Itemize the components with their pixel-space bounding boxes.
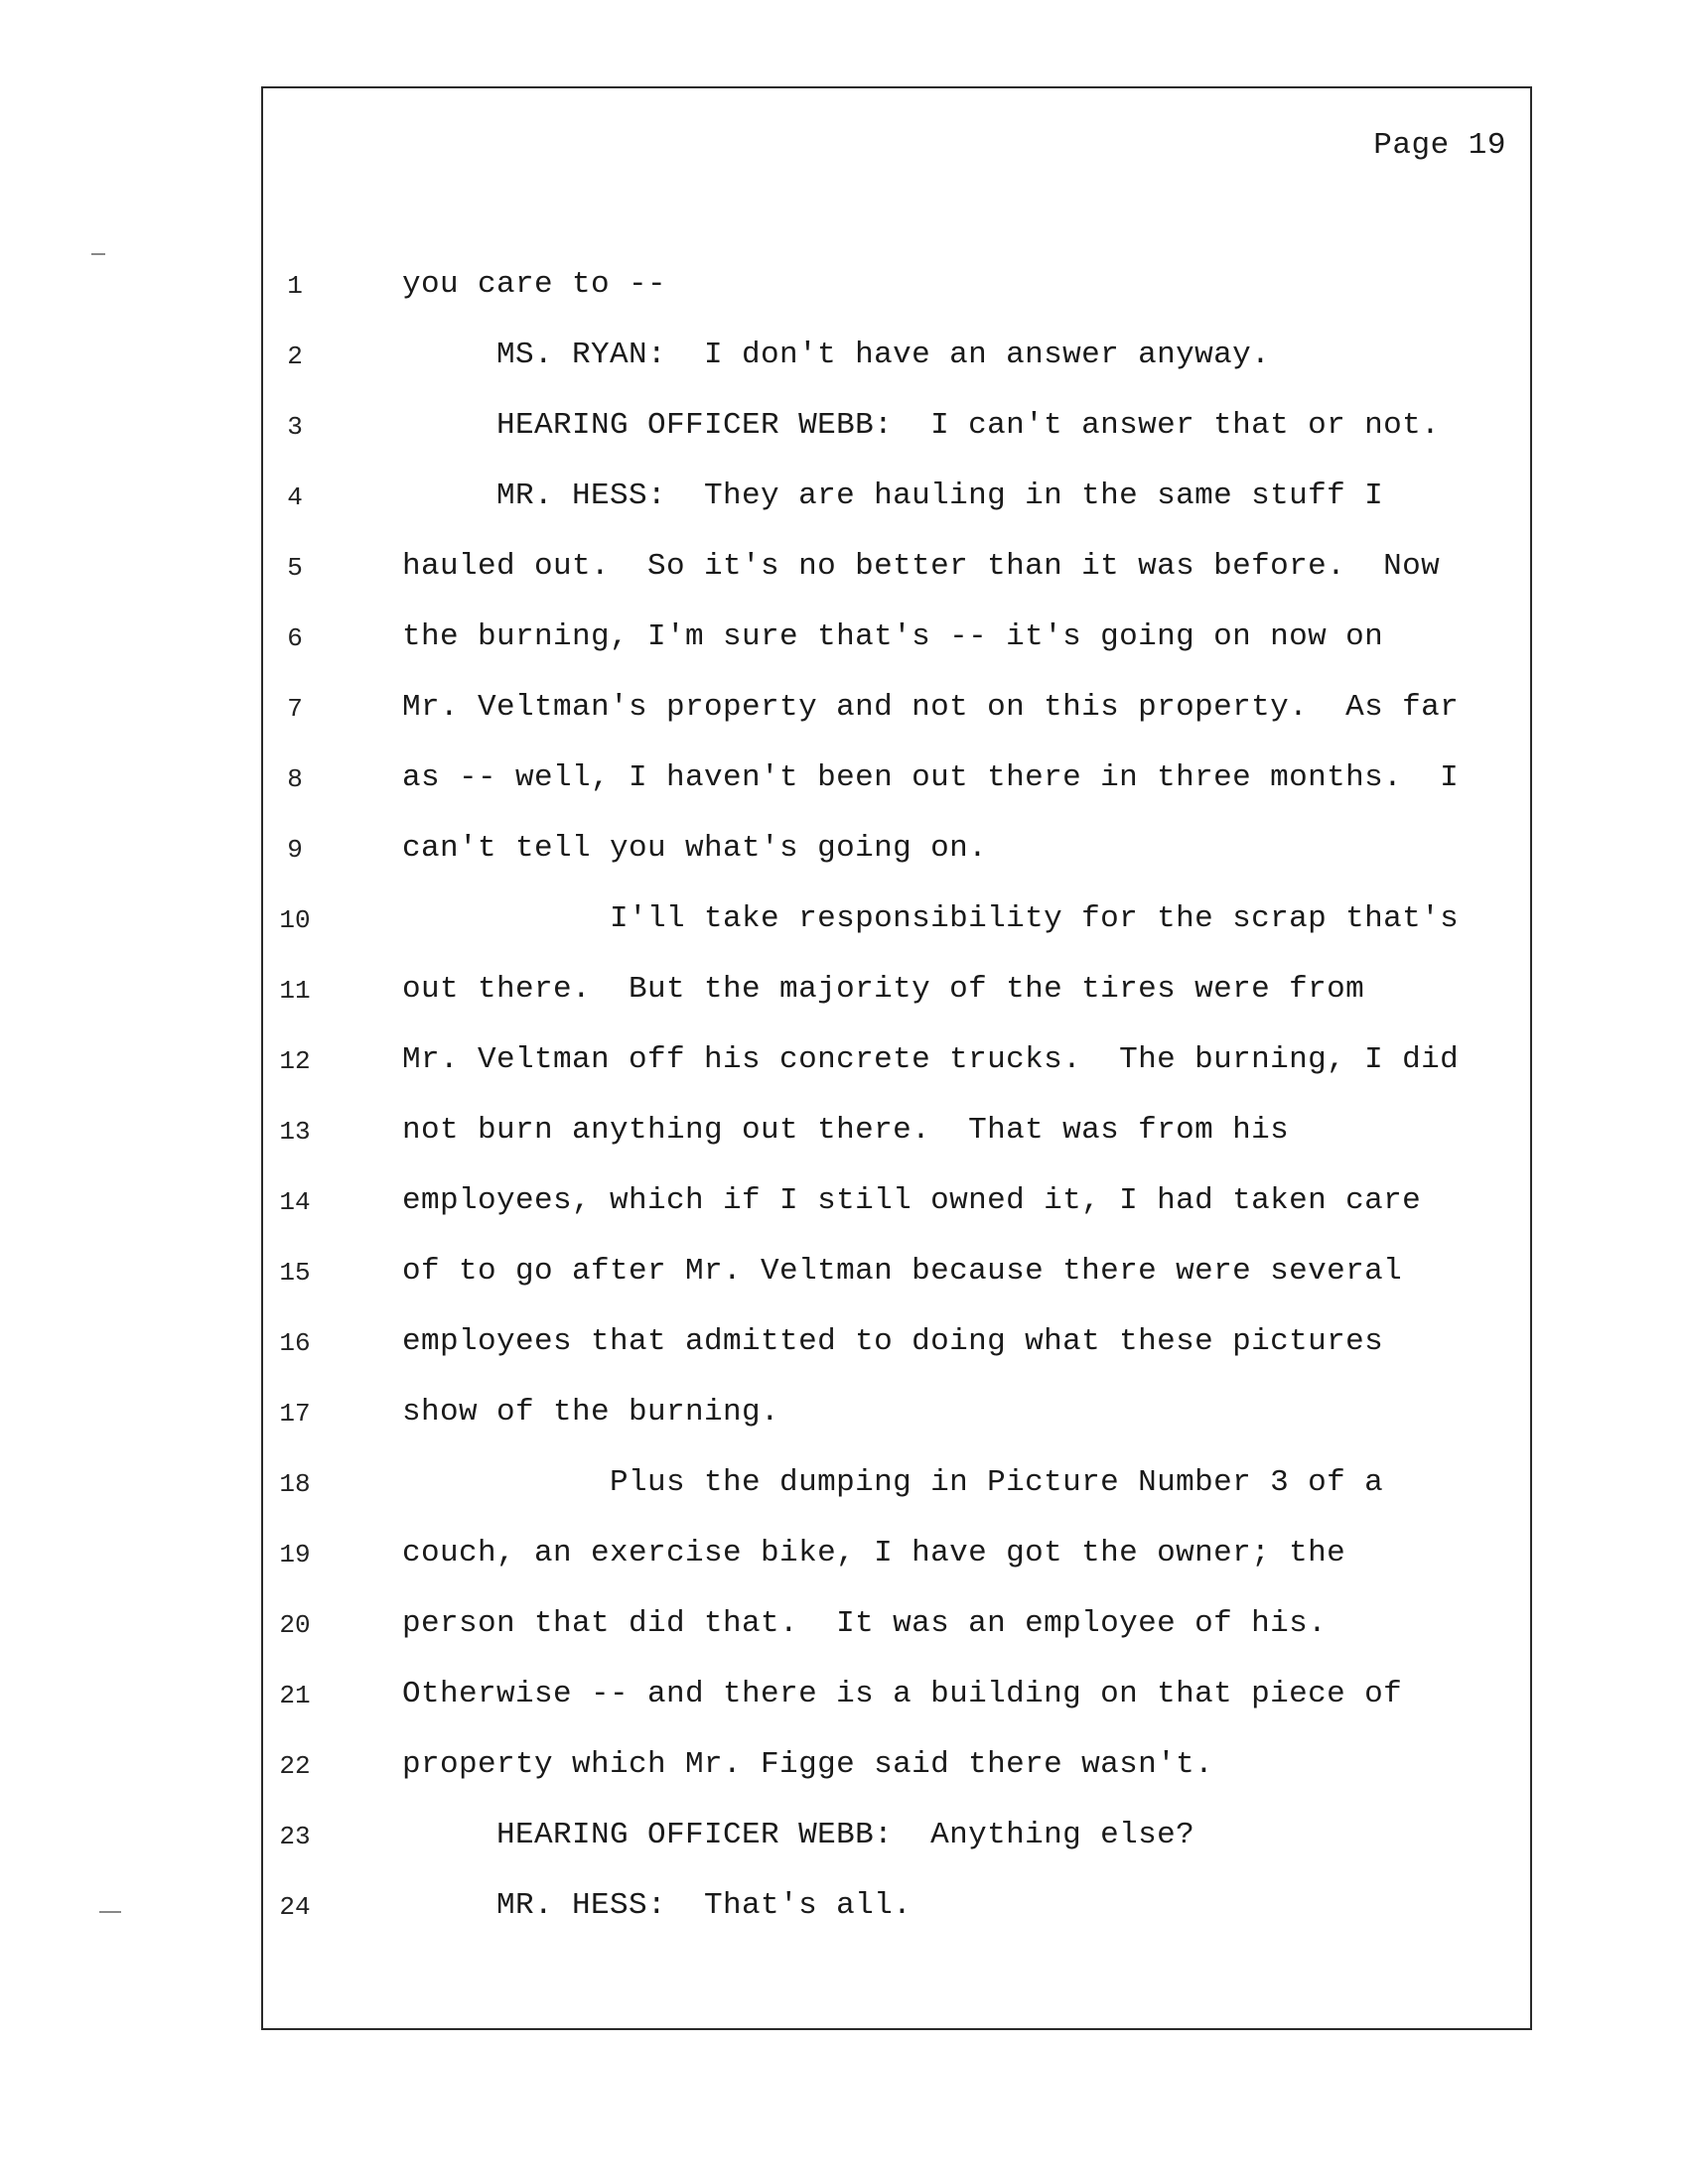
scan-mark-top: [91, 253, 105, 255]
transcript-line: out there. But the majority of the tires were from: [402, 972, 1365, 1007]
transcript-line: MR. HESS: That's all.: [402, 1888, 912, 1923]
line-number: 19: [279, 1540, 311, 1570]
line-number: 13: [279, 1117, 311, 1147]
line-number: 2: [287, 341, 303, 371]
transcript-line: show of the burning.: [402, 1395, 780, 1430]
line-number: 4: [287, 482, 303, 512]
line-number: 6: [287, 623, 303, 653]
line-number: 24: [279, 1892, 311, 1922]
line-number: 16: [279, 1328, 311, 1358]
line-number: 12: [279, 1046, 311, 1076]
transcript-line: the burning, I'm sure that's -- it's going on now on: [402, 619, 1384, 654]
line-number: 15: [279, 1258, 311, 1288]
page-number: Page 19: [1373, 128, 1506, 163]
line-number: 22: [279, 1751, 311, 1781]
line-number: 1: [287, 271, 303, 301]
line-number: 9: [287, 835, 303, 865]
transcript-line: Otherwise -- and there is a building on that piece of: [402, 1677, 1403, 1711]
transcript-line: as -- well, I haven't been out there in three months. I: [402, 760, 1460, 795]
line-number: 8: [287, 764, 303, 794]
transcript-line: you care to --: [402, 267, 667, 302]
line-number: 17: [279, 1399, 311, 1429]
transcript-line: Plus the dumping in Picture Number 3 of a: [402, 1465, 1384, 1500]
line-number: 18: [279, 1469, 311, 1499]
transcript-line: I'll take responsibility for the scrap that's: [402, 901, 1460, 936]
transcript-line: couch, an exercise bike, I have got the owner; the: [402, 1536, 1346, 1570]
transcript-line: not burn anything out there. That was from his: [402, 1113, 1290, 1148]
line-number: 14: [279, 1187, 311, 1217]
transcript-line: MR. HESS: They are hauling in the same stuff I: [402, 478, 1384, 513]
transcript-line: MS. RYAN: I don't have an answer anyway.: [402, 338, 1271, 372]
scan-mark-bottom: [99, 1911, 121, 1913]
line-number: 23: [279, 1822, 311, 1851]
transcript-line: Mr. Veltman off his concrete trucks. The burning, I did: [402, 1042, 1460, 1077]
transcript-line: HEARING OFFICER WEBB: Anything else?: [402, 1818, 1195, 1852]
transcript-line: Mr. Veltman's property and not on this property. As far: [402, 690, 1460, 725]
line-number: 11: [279, 976, 311, 1006]
transcript-line: hauled out. So it's no better than it was before. Now: [402, 549, 1441, 584]
transcript-line: property which Mr. Figge said there wasn't.: [402, 1747, 1214, 1782]
line-number: 5: [287, 553, 303, 583]
transcript-line: employees that admitted to doing what these pictures: [402, 1324, 1384, 1359]
transcript-line: person that did that. It was an employee of his.: [402, 1606, 1328, 1641]
line-number: 3: [287, 412, 303, 442]
transcript-line: of to go after Mr. Veltman because there were several: [402, 1254, 1403, 1289]
line-number: 7: [287, 694, 303, 724]
transcript-page: [261, 86, 1532, 2030]
line-number: 21: [279, 1681, 311, 1710]
line-number: 10: [279, 905, 311, 935]
line-number: 20: [279, 1610, 311, 1640]
transcript-line: HEARING OFFICER WEBB: I can't answer that or not.: [402, 408, 1441, 443]
transcript-line: can't tell you what's going on.: [402, 831, 988, 866]
transcript-line: employees, which if I still owned it, I had taken care: [402, 1183, 1422, 1218]
